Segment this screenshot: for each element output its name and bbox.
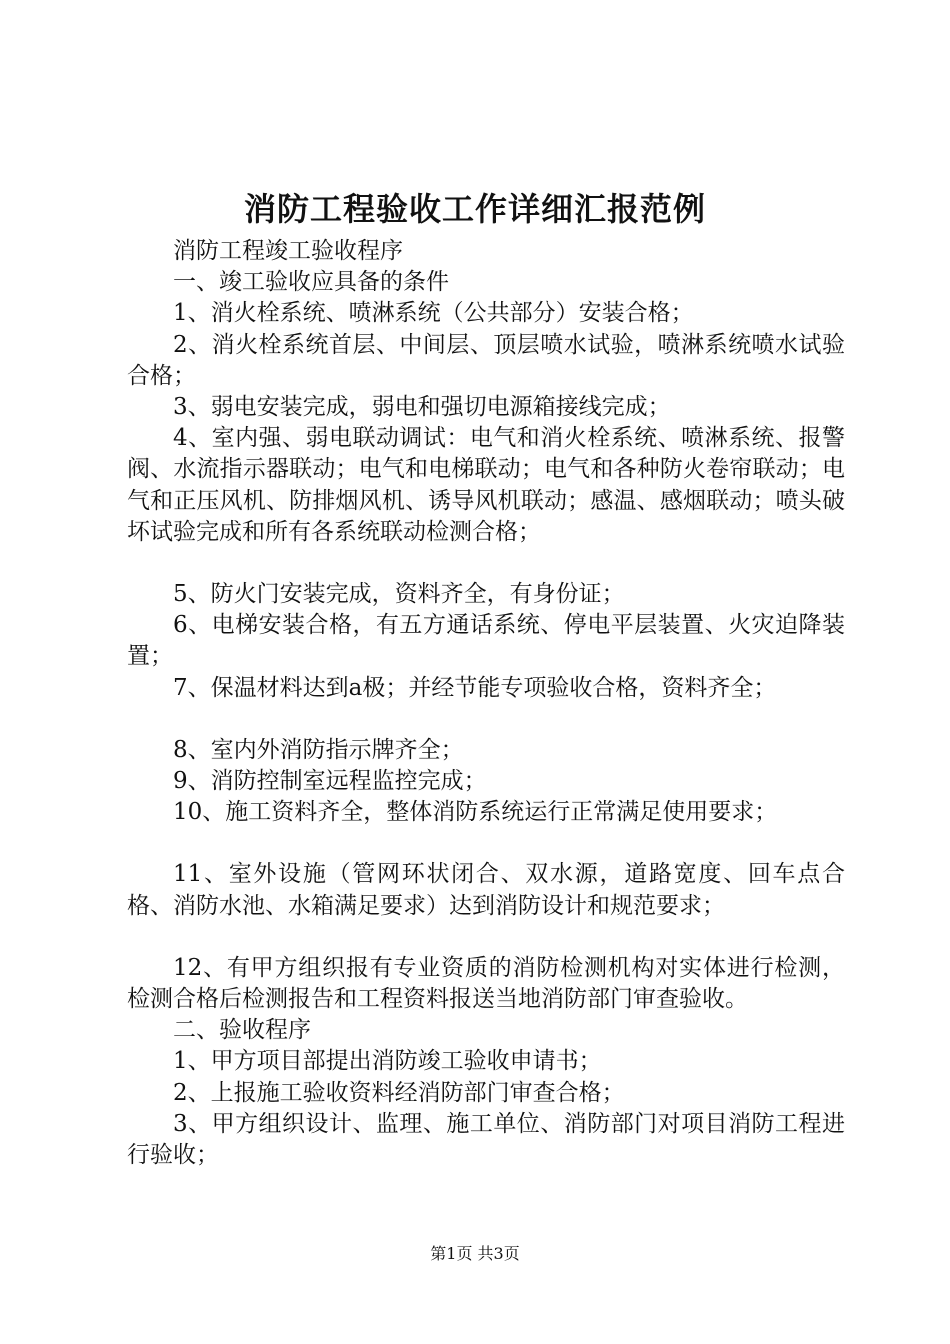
condition-item-6: 6、电梯安装合格，有五方通话系统、停电平层装置、火灾迫降装置； xyxy=(127,612,845,670)
paragraph-heading: 消防工程竣工验收程序 xyxy=(173,238,403,264)
document-body xyxy=(127,236,845,1171)
section-heading-conditions: 一、竣工验收应具备的条件 xyxy=(173,269,449,296)
paragraph-gap xyxy=(127,548,845,579)
paragraph-gap xyxy=(127,922,845,953)
condition-item-2: 2、消火栓系统首层、中间层、顶层喷水试验，喷淋系统喷水试验合格； xyxy=(127,331,845,389)
procedure-item-2: 2、上报施工验收资料经消防部门审查合格； xyxy=(173,1079,625,1106)
condition-item-9: 9、消防控制室远程监控完成； xyxy=(173,768,487,795)
paragraph-gap xyxy=(127,828,845,859)
procedure-item-3: 3、甲方组织设计、监理、施工单位、消防部门对项目消防工程进行验收； xyxy=(127,1110,845,1169)
condition-item-12: 12、有甲方组织报有专业资质的消防检测机构对实体进行检测，检测合格后检测报告和工程资料报送当地消防部门审查验收。 xyxy=(127,954,845,1013)
condition-item-7: 7、保温材料达到a极；并经节能专项验收合格，资料齐全； xyxy=(173,674,777,701)
condition-item-11: 11、室外设施（管网环状闭合、双水源，道路宽度、回车点合格、消防水池、水箱满足要求）达到消防设计和规范要求； xyxy=(127,861,845,919)
document-title: 消防工程验收工作详细汇报范例 xyxy=(243,190,706,228)
paragraph-gap xyxy=(127,704,845,735)
page-footer: 第1页 共3页 xyxy=(430,1244,520,1263)
condition-item-5: 5、防火门安装完成，资料齐全，有身份证； xyxy=(173,581,625,608)
section-heading-procedure: 二、验收程序 xyxy=(173,1017,311,1044)
condition-item-1: 1、消火栓系统、喷淋系统（公共部分）安装合格； xyxy=(173,300,694,327)
condition-item-4: 4、室内强、弱电联动调试：电气和消火栓系统、喷淋系统、报警阀、水流指示器联动；电气和电梯联动；电气和各种防火卷帘联动；电气和正压风机、防排烟风机、诱导风机联动；感温、感烟联动；喷头破坏试验完成和所有各系统联动检测合格； xyxy=(127,425,845,545)
procedure-item-1: 1、甲方项目部提出消防竣工验收申请书； xyxy=(173,1048,602,1075)
condition-item-8: 8、室内外消防指示牌齐全； xyxy=(173,736,464,763)
condition-item-10: 10、施工资料齐全，整体消防系统运行正常满足使用要求； xyxy=(173,799,778,826)
condition-item-3: 3、弱电安装完成，弱电和强切电源箱接线完成； xyxy=(173,394,671,421)
